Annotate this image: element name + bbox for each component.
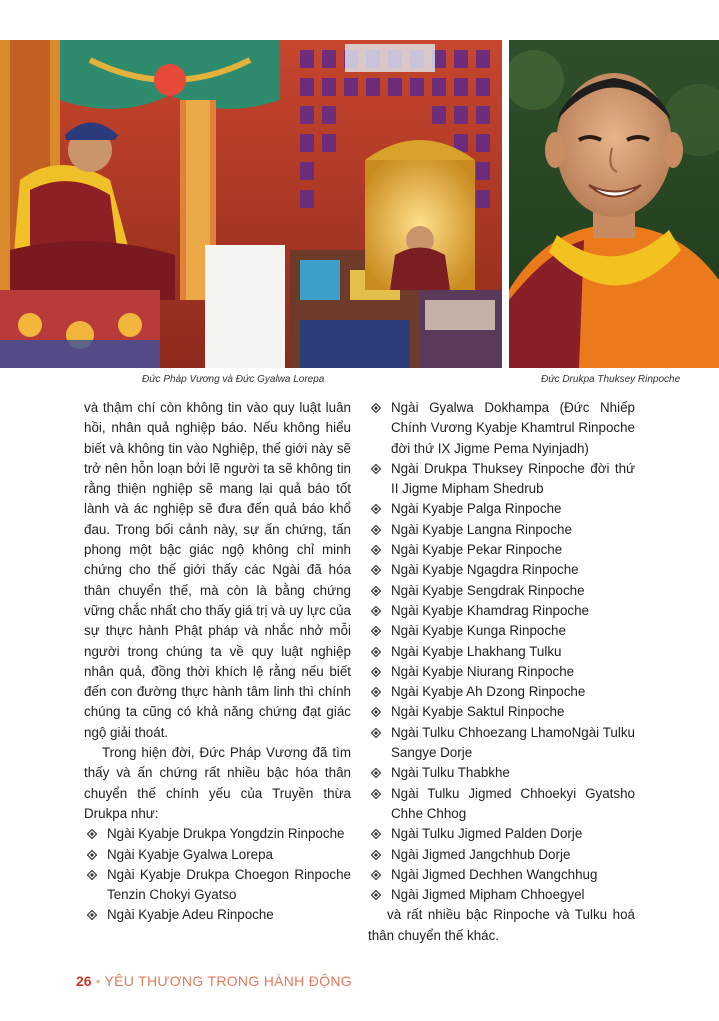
list-item-text: Ngài Jigmed Jangchhub Dorje <box>391 846 571 862</box>
list-item-text: Ngài Tulku Jigmed Chhoekyi Gyatsho Chhe Chhog <box>391 785 635 821</box>
list-item <box>368 763 635 783</box>
list-item <box>84 824 351 844</box>
list-item-text: Ngài Tulku Chhoezang LhamoNgài Tulku Sangye Dorje <box>391 724 635 761</box>
right-bullet-list <box>368 398 635 905</box>
list-item <box>368 824 635 844</box>
list-item-text: Ngài Kyabje Lhakhang Tulku <box>391 643 562 659</box>
list-item-text: Ngài Kyabje Adeu Rinpoche <box>107 907 274 923</box>
diamond-bullet-icon <box>371 768 381 778</box>
closing-paragraph: và rất nhiều bậc Rinpoche và Tulku hoá thân chuyển thế khác. <box>368 907 635 943</box>
list-item-text: Ngài Tulku Thabkhe <box>391 765 510 781</box>
body-paragraph-1: và thậm chí còn không tin vào quy luật luân hồi, nhân quả nghiệp báo. Nếu không hiểu biết và không tin vào Nghiệp, thế giới này sẽ trở nên hỗn loạn bởi lẽ người ta sẽ không tin rằng thiện nghiệp sẽ mang lại quả báo tốt lành và ác nghiệp sẽ đưa đến quả báo khổ đau. Trong bối cảnh này, sự ấn chứng, tấn phong một bậc giác ngộ không chỉ minh chứng cho thế giới thấy các Ngài đã hóa thân chuyển thế, mà còn là bằng chứng vững chắc nhất cho thấy giá trị và uy lực của sự thực hành Phật pháp và nhắc nhở mỗi người trong chúng ta về quy luật nghiệp nhân quả, đồng thời khích lệ rằng nếu biết đến con đường thực hành tâm linh thì chính chúng ta cũng có khả năng chứng đạt giác ngộ giải thoát. <box>84 400 351 740</box>
right-column <box>368 398 635 946</box>
list-item <box>368 784 635 825</box>
publication-title: YÊU THƯƠNG TRONG HÀNH ĐỘNG <box>104 973 352 989</box>
diamond-bullet-icon <box>371 870 381 880</box>
list-item <box>368 540 635 560</box>
list-item <box>368 723 635 764</box>
diamond-bullet-icon <box>371 667 381 677</box>
ceremony-photo <box>0 40 502 368</box>
diamond-bullet-icon <box>371 707 381 717</box>
diamond-bullet-icon <box>371 545 381 555</box>
list-item <box>368 581 635 601</box>
diamond-bullet-icon <box>371 403 381 413</box>
body-paragraph-2: Trong hiện đời, Đức Pháp Vương đã tìm thấy và ấn chứng rất nhiều bậc hóa thân chuyển thế chính yếu của Truyền thừa Drukpa như: <box>84 745 351 821</box>
list-item-text: Ngài Kyabje Khamdrag Rinpoche <box>391 602 590 618</box>
diamond-bullet-icon <box>371 525 381 535</box>
diamond-bullet-icon <box>371 850 381 860</box>
list-item <box>368 845 635 865</box>
list-item <box>84 845 351 865</box>
list-item <box>368 621 635 641</box>
diamond-bullet-icon <box>87 850 97 860</box>
list-item <box>368 662 635 682</box>
list-item-text: Ngài Jigmed Mipham Chhoegyel <box>391 887 585 903</box>
list-item-text: Ngài Kyabje Drukpa Choegon Rinpoche Tenzin Chokyi Gyatso <box>107 866 351 903</box>
page-number: 26 <box>76 973 92 989</box>
list-item-text: Ngài Kyabje Saktul Rinpoche <box>391 704 565 720</box>
photo-caption-right: Đức Drukpa Thuksey Rinpoche <box>541 374 681 385</box>
list-item-text: Ngài Kyabje Langna Rinpoche <box>391 521 572 537</box>
diamond-bullet-icon <box>87 870 97 880</box>
list-item <box>368 601 635 621</box>
list-item-text: Ngài Kyabje Sengdrak Rinpoche <box>391 582 585 598</box>
list-item-text: Ngài Kyabje Pekar Rinpoche <box>391 542 563 558</box>
list-item-text: Ngài Kyabje Ngagdra Rinpoche <box>391 562 579 578</box>
diamond-bullet-icon <box>371 829 381 839</box>
list-item <box>368 459 635 500</box>
list-item <box>84 865 351 906</box>
list-item-text: Ngài Kyabje Kunga Rinpoche <box>391 623 566 639</box>
ceremony-illustration <box>0 40 502 368</box>
list-item <box>368 885 635 905</box>
list-item <box>368 398 635 459</box>
left-bullet-list <box>84 824 351 925</box>
footer-separator: • <box>95 973 101 989</box>
list-item <box>368 520 635 540</box>
list-item <box>368 499 635 519</box>
list-item-text: Ngài Jigmed Dechhen Wangchhug <box>391 866 598 882</box>
list-item <box>368 702 635 722</box>
diamond-bullet-icon <box>371 687 381 697</box>
list-item <box>368 642 635 662</box>
diamond-bullet-icon <box>371 504 381 514</box>
list-item-text: Ngài Kyabje Ah Dzong Rinpoche <box>391 684 586 700</box>
diamond-bullet-icon <box>371 626 381 636</box>
left-column <box>84 398 351 926</box>
portrait-photo <box>509 40 719 368</box>
diamond-bullet-icon <box>87 910 97 920</box>
list-item <box>84 905 351 925</box>
list-item-text: Ngài Kyabje Drukpa Yongdzin Rinpoche <box>107 826 345 842</box>
diamond-bullet-icon <box>371 789 381 799</box>
list-item-text: Ngài Drukpa Thuksey Rinpoche đời thứ II Jigme Mipham Shedrub <box>391 460 635 497</box>
list-item-text: Ngài Kyabje Gyalwa Lorepa <box>107 846 273 862</box>
list-item-text: Ngài Kyabje Niurang Rinpoche <box>391 663 575 679</box>
diamond-bullet-icon <box>371 464 381 474</box>
portrait-illustration <box>509 40 719 368</box>
photo-caption-left: Đức Pháp Vương và Đức Gyalwa Lorepa <box>142 374 325 385</box>
diamond-bullet-icon <box>371 565 381 575</box>
diamond-bullet-icon <box>371 586 381 596</box>
diamond-bullet-icon <box>371 728 381 738</box>
page-footer <box>76 973 352 989</box>
list-item <box>368 865 635 885</box>
list-item-text: Ngài Kyabje Palga Rinpoche <box>391 501 562 517</box>
diamond-bullet-icon <box>87 829 97 839</box>
diamond-bullet-icon <box>371 890 381 900</box>
diamond-bullet-icon <box>371 606 381 616</box>
diamond-bullet-icon <box>371 647 381 657</box>
list-item-text: Ngài Gyalwa Dokhampa (Đức Nhiếp Chính Vương Kyabje Khamtrul Rinpoche đời thứ IX Jigme Pema Nyinjadh) <box>391 400 635 456</box>
list-item <box>368 682 635 702</box>
list-item <box>368 560 635 580</box>
list-item-text: Ngài Tulku Jigmed Palden Dorje <box>391 826 583 842</box>
